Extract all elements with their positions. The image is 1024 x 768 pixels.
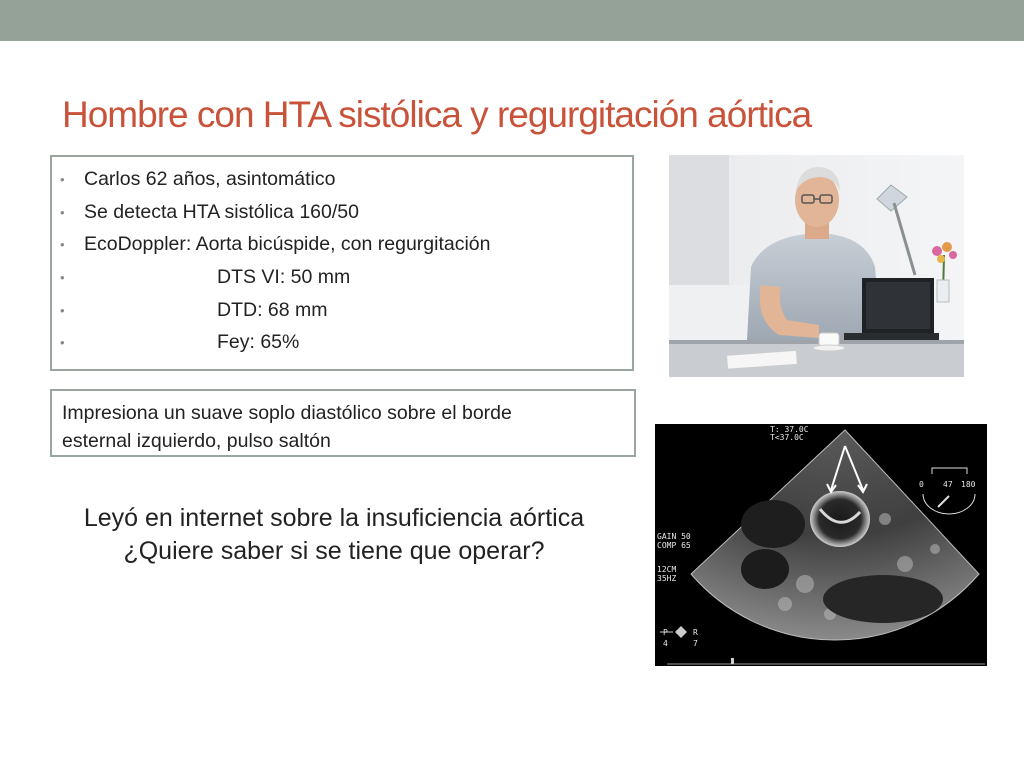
bullet-text: DTS VI: 50 mm [217, 265, 351, 288]
bullet-item-patient [60, 163, 632, 196]
exam-line-2: esternal izquierdo, pulso saltón [62, 430, 331, 452]
bullet-dot-icon: • [60, 335, 65, 351]
question-line-1: Leyó en internet sobre la insuficiencia aórtica [83, 504, 585, 532]
bullet-dot-icon: • [60, 237, 65, 253]
exam-line-1: Impresiona un suave soplo diastólico sobre el borde [62, 402, 512, 424]
bullet-text: Carlos 62 años, asintomático [84, 167, 336, 190]
echo-angle-left: 0 [919, 480, 924, 489]
echo-gain: GAIN 50 [657, 532, 691, 541]
echo-angle-value: 47 [943, 480, 953, 489]
bullet-dot-icon: • [60, 302, 65, 318]
physical-exam-box [50, 389, 636, 457]
echocardiogram-image [655, 424, 987, 666]
bullet-dot-icon: • [60, 269, 65, 285]
echo-freq: 35HZ [657, 574, 677, 583]
bullet-text: EcoDoppler: Aorta bicúspide, con regurgitación [84, 233, 491, 256]
echo-probe-4: 4 [663, 639, 668, 648]
bullet-item-dtd [60, 294, 632, 327]
question-block [30, 502, 638, 568]
slide-title: Hombre con HTA sistólica y regurgitación aórtica [62, 94, 812, 135]
echo-probe-p: P [663, 628, 668, 637]
patient-photo [669, 155, 964, 377]
top-accent-bar [0, 0, 1024, 41]
patient-photo-illustration [669, 155, 964, 377]
echocardiogram-illustration [655, 424, 987, 666]
bullet-item-ecodoppler [60, 228, 632, 261]
echo-angle-right: 180 [961, 480, 976, 489]
echo-temp-1: T: 37.0C [770, 425, 809, 434]
echo-temp-2: T<37.0C [770, 433, 804, 442]
echo-probe-7: 7 [693, 639, 698, 648]
bullet-dot-icon: • [60, 171, 65, 187]
echo-comp: COMP 65 [657, 541, 691, 550]
case-bullet-list [52, 157, 632, 359]
question-line-2: ¿Quiere saber si se tiene que operar? [123, 537, 545, 565]
bullet-item-fey [60, 326, 632, 359]
bullet-text: DTD: 68 mm [217, 298, 328, 321]
bullet-text: Se detecta HTA sistólica 160/50 [84, 200, 359, 223]
case-info-box [50, 155, 634, 371]
echo-depth: 12CM [657, 565, 677, 574]
echo-probe-r: R [693, 628, 698, 637]
bullet-item-dts [60, 261, 632, 294]
bullet-text: Fey: 65% [217, 331, 300, 354]
bullet-dot-icon: • [60, 204, 65, 220]
bullet-item-hta [60, 196, 632, 229]
